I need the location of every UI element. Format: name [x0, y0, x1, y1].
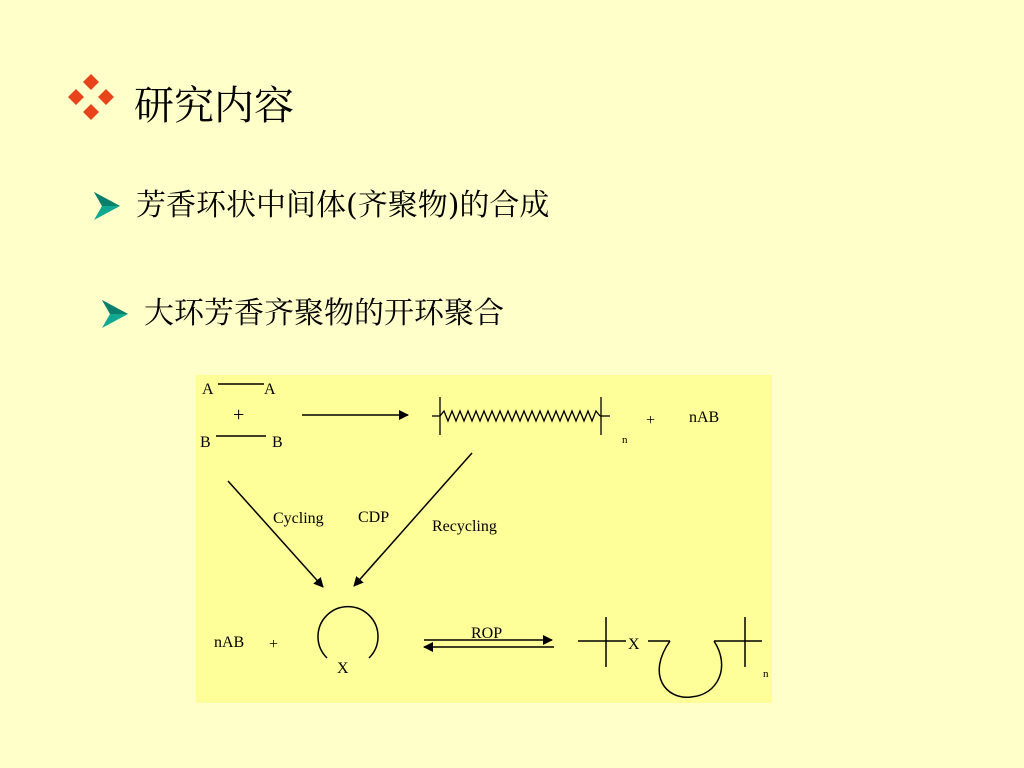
monomer-a-left: A [202, 381, 214, 398]
polymer-subscript: n [622, 434, 628, 446]
bullet-item-polymerization [100, 294, 504, 334]
cycling-arrow [228, 481, 323, 587]
label-cycling: Cycling [273, 510, 324, 527]
chain-label: X [628, 636, 640, 653]
arrow-bullet-icon [92, 190, 122, 222]
monomer-b-left: B [200, 434, 211, 451]
ring-opened-polymer [578, 617, 762, 697]
bullet-text: 芳香环状中间体(齐聚物)的合成 [136, 188, 550, 223]
label-rop: ROP [471, 625, 503, 642]
arrow-bullet-icon [100, 298, 130, 330]
chain-subscript: n [763, 668, 769, 680]
monomer-b-right: B [272, 434, 283, 451]
top-plus: + [646, 412, 656, 429]
monomer-plus: + [233, 404, 245, 426]
bottom-plus: + [269, 636, 279, 653]
bottom-byproduct: nAB [214, 634, 245, 651]
top-byproduct: nAB [689, 409, 720, 426]
monomer-a-right: A [264, 381, 276, 398]
ring-label: X [337, 660, 349, 677]
diamond-cluster-icon [66, 74, 116, 120]
label-cdp: CDP [358, 509, 390, 526]
label-recycling: Recycling [432, 518, 497, 535]
reaction-scheme-diagram [196, 375, 772, 703]
linear-polymer [432, 397, 610, 435]
bullet-text: 大环芳香齐聚物的开环聚合 [144, 296, 504, 331]
page-title: 研究内容 [134, 83, 294, 129]
cyclic-oligomer-ring [318, 607, 378, 658]
bullet-item-synthesis [92, 186, 549, 226]
